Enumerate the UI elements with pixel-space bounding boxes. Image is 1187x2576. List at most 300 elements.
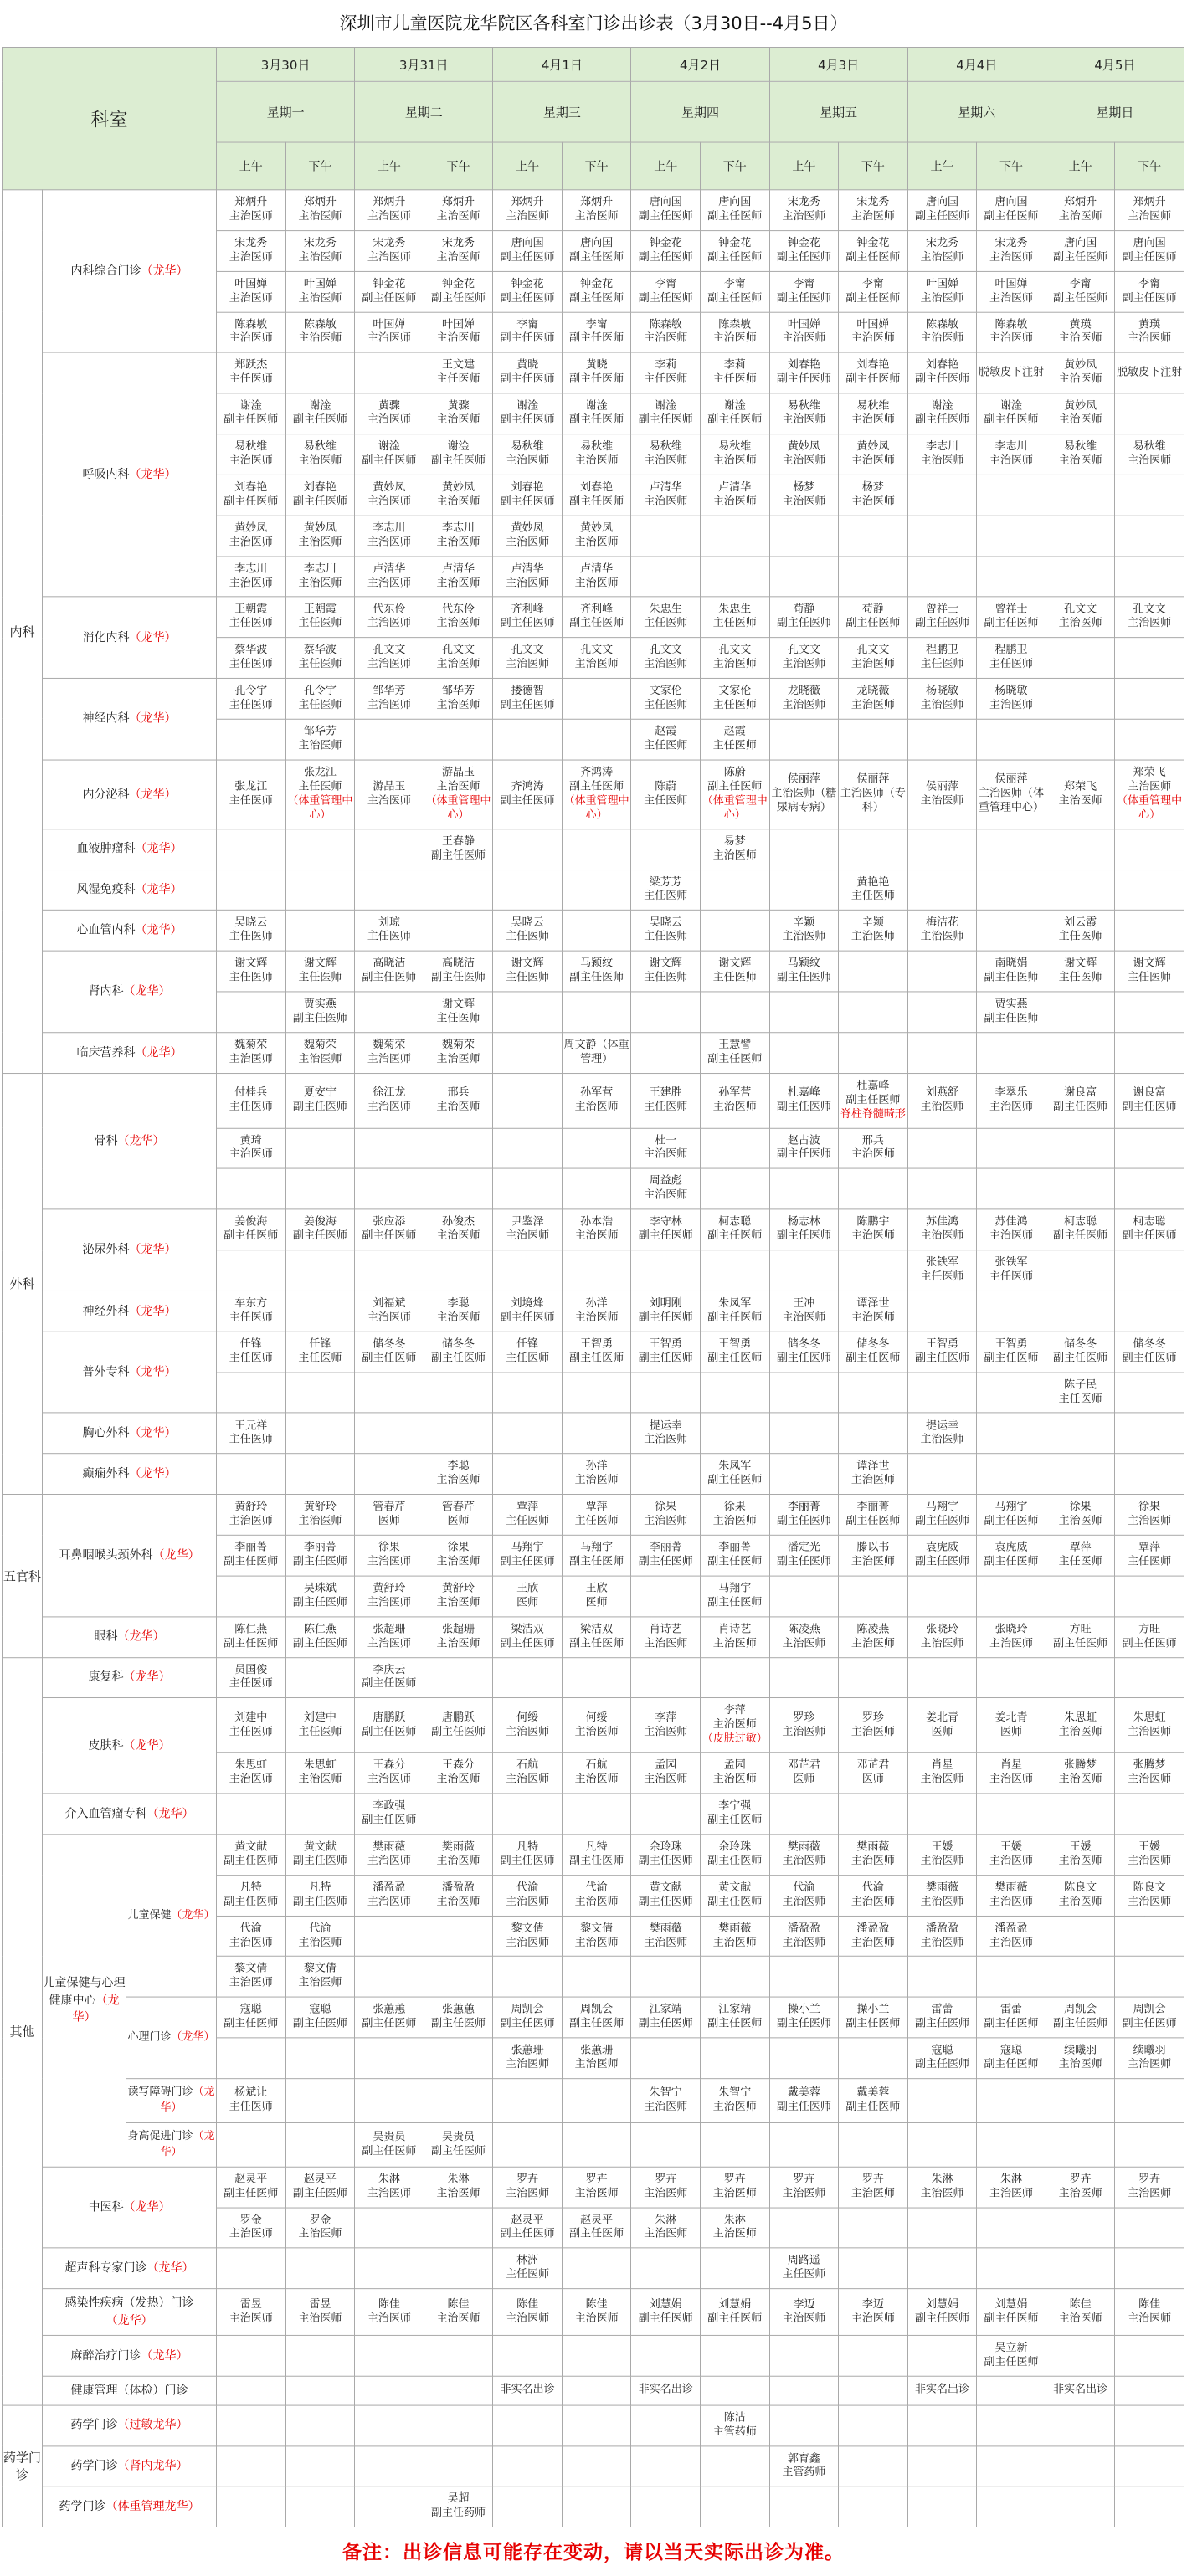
doctor-name: 叶国婵 xyxy=(994,277,1028,290)
doctor-name: 任锋 xyxy=(309,1337,331,1351)
schedule-cell xyxy=(562,597,631,638)
table-row xyxy=(3,1793,1184,1835)
dept-name: 介入血管瘤专科 xyxy=(64,1807,147,1821)
schedule-cell xyxy=(285,951,355,992)
doctor-name: 陈森敏 xyxy=(649,318,682,331)
dept-location-tag: （龙华） xyxy=(129,1426,177,1440)
doctor-name: 凡特 xyxy=(309,1881,331,1894)
doctor-title: 主治医师 xyxy=(850,1474,895,1487)
dept-cell xyxy=(43,1454,217,1495)
doctor-name: 王冲 xyxy=(793,1296,815,1310)
schedule-cell xyxy=(1046,352,1115,393)
doctor-title: 主治医师 xyxy=(920,250,964,264)
schedule-cell xyxy=(217,2335,286,2376)
schedule-cell xyxy=(1046,393,1115,434)
doctor-name: 朱凤军 xyxy=(718,1460,752,1473)
schedule-cell xyxy=(977,1128,1046,1169)
doctor-name: 黄妙凤 xyxy=(234,521,268,535)
doctor-title: 主治医师 xyxy=(436,2187,480,2200)
doctor-name: 孔文文 xyxy=(511,644,544,657)
doctor-title: 主任医师 xyxy=(229,794,273,808)
schedule-cell xyxy=(631,2248,701,2289)
doctor-title: 主治医师 xyxy=(1128,2058,1172,2071)
doctor-name: 黄妙凤 xyxy=(1064,358,1097,372)
schedule-cell xyxy=(1115,1128,1184,1169)
schedule-cell xyxy=(977,2079,1046,2123)
doctor-name: 黎文倩 xyxy=(580,1922,614,1935)
schedule-cell xyxy=(355,2248,424,2289)
doctor-title: 主治医师 xyxy=(436,658,480,671)
table-row xyxy=(3,597,1184,638)
doctor-name: 卢清华 xyxy=(718,480,752,494)
schedule-cell xyxy=(285,516,355,557)
doctor-title: 副主任医师 xyxy=(638,1855,693,1868)
schedule-cell xyxy=(1115,2122,1184,2167)
doctor-title: 副主任医师 xyxy=(224,495,279,508)
doctor-title: 主治医师 xyxy=(436,1895,480,1908)
table-row xyxy=(3,1033,1184,1074)
doctor-name: 黄瑛 xyxy=(1069,318,1092,331)
doctor-title: 副主任医师 xyxy=(776,1514,831,1527)
schedule-cell xyxy=(700,870,769,911)
doctor-title: 副主任医师 xyxy=(1122,2017,1177,2030)
schedule-cell xyxy=(769,2335,839,2376)
doctor-name: 唐鹏跃 xyxy=(373,1711,406,1724)
dept-location-tag: （龙华） xyxy=(123,1670,171,1685)
doctor-name: 石航 xyxy=(585,1758,608,1772)
table-row xyxy=(3,1698,1184,1753)
schedule-cell xyxy=(493,516,563,557)
schedule-cell xyxy=(424,1997,493,2038)
doctor-name: 搂德智 xyxy=(511,685,544,698)
schedule-cell xyxy=(424,2445,493,2486)
schedule-cell xyxy=(424,1657,493,1698)
schedule-cell xyxy=(1115,2038,1184,2079)
schedule-cell xyxy=(700,1454,769,1495)
doctor-name: 潘盈盈 xyxy=(787,1922,820,1935)
doctor-name: 游晶玉 xyxy=(442,766,475,779)
doctor-title: 主治医师 xyxy=(367,1311,411,1324)
doctor-name: 雷蕾 xyxy=(1000,2003,1023,2016)
schedule-cell xyxy=(1115,1793,1184,1835)
schedule-cell xyxy=(1115,1495,1184,1536)
doctor-title: 副主任医师 xyxy=(707,1052,763,1065)
doctor-title: 副主任医师 xyxy=(776,1555,831,1568)
schedule-cell xyxy=(769,1997,839,2038)
doctor-name: 刘春艳 xyxy=(303,480,337,494)
doctor-title: 主治医师（糖尿病专病） xyxy=(771,787,837,814)
doctor-name: 陈森敏 xyxy=(234,318,268,331)
doctor-title: 主治医师 xyxy=(298,454,342,467)
doctor-title: 主任医师 xyxy=(1058,1555,1102,1568)
doctor-title: 副主任医师 xyxy=(707,1555,763,1568)
doctor-title: 主治医师 xyxy=(850,454,895,467)
doctor-name: 邹华芳 xyxy=(303,725,337,738)
schedule-cell xyxy=(285,1413,355,1454)
schedule-cell xyxy=(907,1617,977,1658)
schedule-cell xyxy=(631,719,701,760)
schedule-cell xyxy=(700,1835,769,1876)
doctor-title: 副主任医师 xyxy=(1122,1101,1177,1113)
schedule-cell xyxy=(1115,2445,1184,2486)
schedule-cell xyxy=(285,2167,355,2208)
schedule-cell xyxy=(631,1617,701,1658)
schedule-cell xyxy=(355,352,424,393)
doctor-title: 主任医师 xyxy=(229,1101,273,1113)
schedule-cell xyxy=(839,230,908,271)
doctor-title: 副主任医师 xyxy=(224,1555,279,1568)
doctor-title: 主治医师 xyxy=(1128,332,1172,346)
schedule-cell xyxy=(839,1332,908,1373)
schedule-cell xyxy=(1046,1576,1115,1617)
schedule-cell xyxy=(977,951,1046,992)
doctor-title: 医师 xyxy=(585,1596,608,1609)
doctor-title: 主治医师 xyxy=(229,2227,273,2240)
schedule-cell xyxy=(493,190,563,231)
doctor-name: 谢文辉 xyxy=(649,957,682,970)
schedule-cell xyxy=(1046,2445,1115,2486)
dept-location-tag: （龙华） xyxy=(171,1908,215,1922)
schedule-cell xyxy=(769,1128,839,1169)
schedule-cell xyxy=(631,1916,701,1957)
schedule-cell xyxy=(1115,475,1184,516)
doctor-name: 姜北青 xyxy=(994,1711,1028,1724)
schedule-cell xyxy=(1115,557,1184,598)
doctor-title: 主治医师 xyxy=(989,1855,1034,1868)
schedule-cell xyxy=(700,1875,769,1916)
doctor-title: 主治医师 xyxy=(367,1596,411,1609)
schedule-cell xyxy=(493,1698,563,1753)
doctor-title: 副主任医师 xyxy=(1053,291,1108,305)
doctor-name: 邓芷君 xyxy=(787,1758,820,1772)
day-date-header: 4月1日 xyxy=(493,47,631,81)
doctor-name: 王文建 xyxy=(442,358,475,372)
dept-name: 中医科 xyxy=(88,2200,124,2214)
schedule-cell xyxy=(1046,719,1115,760)
schedule-cell xyxy=(839,2208,908,2249)
schedule-cell xyxy=(977,1033,1046,1074)
schedule-cell xyxy=(424,1332,493,1373)
doctor-title: 副主任医师 xyxy=(1122,1229,1177,1243)
schedule-cell xyxy=(355,829,424,870)
schedule-cell xyxy=(424,2079,493,2123)
doctor-title: 主治医师 xyxy=(298,250,342,264)
table-row xyxy=(3,1495,1184,1536)
doctor-title: 主任医师 xyxy=(920,658,964,671)
schedule-cell xyxy=(285,434,355,475)
doctor-name: 黄舒玲 xyxy=(303,1501,337,1514)
dept-name: 泌尿外科 xyxy=(82,1243,130,1257)
schedule-cell xyxy=(700,516,769,557)
schedule-cell xyxy=(493,1835,563,1876)
dept-cell xyxy=(43,951,217,1032)
schedule-cell xyxy=(562,2038,631,2079)
doctor-title: 主治医师 xyxy=(367,1101,411,1113)
table-row xyxy=(3,1413,1184,1454)
schedule-cell xyxy=(493,1168,563,1209)
schedule-cell xyxy=(285,190,355,231)
schedule-cell xyxy=(977,1997,1046,2038)
doctor-title: 主治医师 xyxy=(367,2187,411,2200)
doctor-name: 叶国婵 xyxy=(787,318,820,331)
doctor-title: 主治医师 xyxy=(712,1773,757,1786)
schedule-cell xyxy=(562,2445,631,2486)
schedule-cell xyxy=(562,2208,631,2249)
doctor-name: 孔令宇 xyxy=(303,685,337,698)
schedule-cell xyxy=(355,679,424,720)
doctor-name: 谢良富 xyxy=(1064,1086,1097,1100)
table-row xyxy=(3,2079,1184,2123)
schedule-cell xyxy=(1115,2289,1184,2336)
doctor-title: 副主任医师 xyxy=(984,413,1039,427)
schedule-cell xyxy=(977,1793,1046,1835)
dept-cell xyxy=(43,190,217,353)
doctor-title: 主治医师 xyxy=(298,2312,342,2325)
doctor-name: 非实名出诊 xyxy=(500,2384,555,2396)
doctor-title: 副主任医师 xyxy=(292,1636,347,1650)
schedule-cell xyxy=(839,1576,908,1617)
doctor-title: 副主任医师 xyxy=(1122,291,1177,305)
schedule-cell xyxy=(493,1752,563,1793)
schedule-cell xyxy=(493,2208,563,2249)
doctor-name: 谭泽世 xyxy=(856,1460,890,1473)
schedule-cell xyxy=(493,1454,563,1495)
schedule-cell xyxy=(769,1835,839,1876)
schedule-cell xyxy=(355,312,424,353)
doctor-title: 副主任医师 xyxy=(224,2187,279,2200)
schedule-cell xyxy=(424,1875,493,1916)
schedule-cell xyxy=(424,1373,493,1414)
doctor-name: 宋龙秀 xyxy=(303,236,337,249)
schedule-cell xyxy=(562,1250,631,1291)
schedule-cell xyxy=(562,760,631,829)
schedule-cell xyxy=(355,597,424,638)
doctor-title: 主治医师 xyxy=(850,1311,895,1324)
dept-location-tag: （龙华） xyxy=(72,1994,120,2024)
doctor-name: 张龙江 xyxy=(234,780,268,793)
schedule-cell xyxy=(285,760,355,829)
schedule-cell xyxy=(907,1332,977,1373)
schedule-cell xyxy=(1046,1128,1115,1169)
doctor-name: 姜俊海 xyxy=(234,1215,268,1229)
schedule-cell xyxy=(217,2167,286,2208)
schedule-cell xyxy=(493,829,563,870)
doctor-title: 主治医师 xyxy=(436,698,480,711)
doctor-title: 副主任医师 xyxy=(984,1555,1039,1568)
schedule-cell xyxy=(839,352,908,393)
doctor-name: 杨晓敏 xyxy=(994,685,1028,698)
schedule-cell xyxy=(631,393,701,434)
schedule-cell xyxy=(631,2405,701,2446)
schedule-cell xyxy=(1115,2335,1184,2376)
dept-cell xyxy=(43,2405,217,2446)
schedule-cell xyxy=(631,1373,701,1414)
doctor-name: 肖诗艺 xyxy=(718,1623,752,1636)
schedule-cell xyxy=(907,1291,977,1332)
dept-name: 药学门诊 xyxy=(70,2419,118,2432)
schedule-cell xyxy=(977,2445,1046,2486)
dept-location-tag: （龙华） xyxy=(129,1365,177,1379)
table-row xyxy=(3,1835,1184,1876)
schedule-cell xyxy=(1115,1168,1184,1209)
doctor-name: 朱凤军 xyxy=(718,1296,752,1310)
dept-cell xyxy=(43,2445,217,2486)
dept-name: 身高促进门诊 xyxy=(127,2129,193,2142)
doctor-name: 孔文文 xyxy=(442,644,475,657)
doctor-title: 主治医师 xyxy=(850,930,895,943)
doctor-title: 副主任医师 xyxy=(984,1514,1039,1527)
schedule-cell xyxy=(562,434,631,475)
schedule-cell xyxy=(285,1250,355,1291)
doctor-name: 郑炳升 xyxy=(511,196,544,209)
doctor-title: 主治医师 xyxy=(506,576,550,589)
doctor-title: 主治医师 xyxy=(506,2058,550,2071)
doctor-name: 杜嘉峰 xyxy=(787,1086,820,1100)
schedule-cell xyxy=(493,393,563,434)
doctor-title: 主治医师 xyxy=(436,210,480,223)
doctor-name: 吴晓云 xyxy=(511,916,544,930)
schedule-cell xyxy=(217,1209,286,1250)
doctor-title: 主治医师 xyxy=(298,210,342,223)
doctor-name: 郑炳升 xyxy=(1064,196,1097,209)
doctor-name: 徐江龙 xyxy=(373,1086,406,1100)
doctor-name: 寇聪 xyxy=(309,2003,331,2016)
dept-location-tag: （龙华） xyxy=(129,1304,177,1318)
doctor-title: 主任医师 xyxy=(574,1514,619,1527)
doctor-title: 主治医师 xyxy=(782,1311,826,1324)
doctor-title: 主任医师 xyxy=(712,372,757,386)
doctor-name: 宋龙秀 xyxy=(234,236,268,249)
doctor-name: 陈佳 xyxy=(516,2297,539,2311)
doctor-title: 主治医师 xyxy=(644,454,688,467)
schedule-cell xyxy=(424,679,493,720)
doctor-title: 副主任医师 xyxy=(362,1677,417,1691)
doctor-title: 主治医师 xyxy=(574,1725,619,1738)
doctor-name: 柯志聪 xyxy=(718,1215,752,1229)
doctor-title: 副主任医师 xyxy=(638,210,693,223)
schedule-cell xyxy=(700,1752,769,1793)
doctor-title: 主治医师 xyxy=(1128,454,1172,467)
day-date-header: 3月31日 xyxy=(355,47,493,81)
doctor-name: 侯丽萍 xyxy=(787,772,820,786)
schedule-cell xyxy=(217,1373,286,1414)
schedule-cell xyxy=(562,870,631,911)
dept-cell xyxy=(43,1835,126,2167)
day-date-header: 4月3日 xyxy=(769,47,907,81)
doctor-title: 主任医师 xyxy=(229,617,273,630)
doctor-name: 江家靖 xyxy=(718,2003,752,2016)
schedule-cell xyxy=(493,1250,563,1291)
doctor-title: 主治医师 xyxy=(436,413,480,427)
schedule-cell xyxy=(355,2376,424,2405)
doctor-title: 主治医师 xyxy=(712,1718,757,1732)
schedule-cell xyxy=(217,312,286,353)
schedule-cell xyxy=(907,1793,977,1835)
doctor-name: 齐鸿涛 xyxy=(511,780,544,793)
doctor-name: 刘春艳 xyxy=(787,358,820,372)
schedule-cell xyxy=(769,393,839,434)
doctor-name: 黄妙凤 xyxy=(303,521,337,535)
schedule-cell xyxy=(355,516,424,557)
schedule-cell xyxy=(907,1373,977,1414)
schedule-cell xyxy=(355,1657,424,1698)
doctor-title: 副主任医师 xyxy=(292,1855,347,1868)
doctor-name: 孟园 xyxy=(723,1758,746,1772)
doctor-title: 主治医师 xyxy=(229,576,273,589)
doctor-title: 主治医师 xyxy=(506,1725,550,1738)
doctor-title: 主治医师 xyxy=(1058,454,1102,467)
doctor-title: 副主任医师 xyxy=(1053,1352,1108,1365)
schedule-cell xyxy=(700,2486,769,2527)
doctor-name: 代渝 xyxy=(793,1881,815,1894)
doctor-title: 主治医师 xyxy=(436,1636,480,1650)
doctor-name: 罗卉 xyxy=(1069,2173,1092,2186)
doctor-title: 主治医师 xyxy=(782,413,826,427)
schedule-cell xyxy=(907,1835,977,1876)
pm-header: 下午 xyxy=(562,142,631,190)
doctor-name: 王欣 xyxy=(516,1582,539,1595)
schedule-cell xyxy=(631,352,701,393)
doctor-name: 邓芷君 xyxy=(856,1758,890,1772)
schedule-cell xyxy=(700,2167,769,2208)
doctor-name: 代渝 xyxy=(309,1922,331,1935)
schedule-cell xyxy=(424,760,493,829)
schedule-cell xyxy=(285,829,355,870)
dept-name: 消化内科 xyxy=(82,630,130,644)
schedule-cell xyxy=(1046,1291,1115,1332)
doctor-title: 副主任医师 xyxy=(431,291,486,305)
schedule-cell xyxy=(493,1413,563,1454)
schedule-cell xyxy=(769,870,839,911)
schedule-cell xyxy=(424,2335,493,2376)
schedule-cell xyxy=(217,2038,286,2079)
doctor-name: 王元祥 xyxy=(234,1419,268,1432)
dept-name: 神经内科 xyxy=(82,712,130,726)
doctor-name: 王智勇 xyxy=(649,1337,682,1351)
schedule-cell xyxy=(769,1033,839,1074)
schedule-cell xyxy=(1115,679,1184,720)
doctor-title: 副主任医师 xyxy=(362,1352,417,1365)
schedule-cell xyxy=(355,1495,424,1536)
pm-header: 下午 xyxy=(839,142,908,190)
schedule-cell xyxy=(562,1033,631,1074)
schedule-cell xyxy=(769,312,839,353)
doctor-title: 主任医师 xyxy=(644,890,688,903)
doctor-title: 主治医师 xyxy=(436,1052,480,1065)
dept-location-tag: （龙华） xyxy=(129,630,177,644)
dept-name: 心血管内科 xyxy=(76,923,136,937)
doctor-title: 主治医师 xyxy=(920,1101,964,1113)
doctor-title: 主治医师 xyxy=(298,1977,342,1989)
doctor-title: 副主任医师 xyxy=(984,1012,1039,1025)
schedule-cell xyxy=(355,1752,424,1793)
schedule-cell xyxy=(217,638,286,679)
doctor-name: 易秋维 xyxy=(303,440,337,454)
doctor-title: 主治医师 xyxy=(1058,2058,1102,2071)
schedule-cell xyxy=(562,911,631,952)
doctor-title: 副主任医师 xyxy=(914,1514,969,1527)
doctor-title: 副主任医师 xyxy=(569,250,624,264)
schedule-cell xyxy=(1115,1916,1184,1957)
doctor-name: 魏菊荣 xyxy=(442,1039,475,1052)
schedule-cell xyxy=(700,829,769,870)
doctor-name: 钟金花 xyxy=(373,277,406,290)
doctor-title: 主治医师 xyxy=(298,1052,342,1065)
schedule-cell xyxy=(285,557,355,598)
schedule-cell xyxy=(217,1617,286,1658)
doctor-name: 王欣 xyxy=(585,1582,608,1595)
schedule-cell xyxy=(217,393,286,434)
